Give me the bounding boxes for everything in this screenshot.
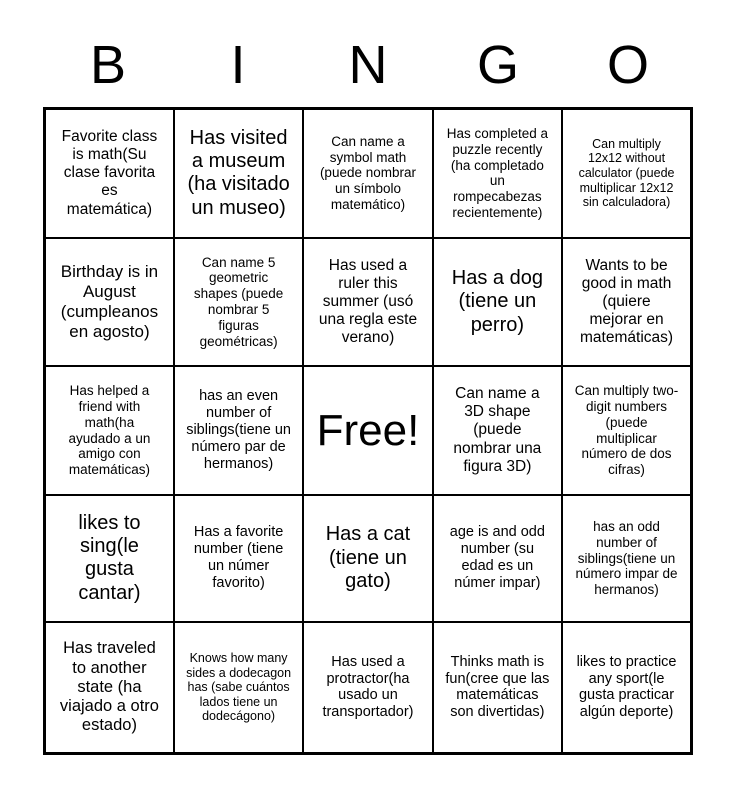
bingo-cell-r1c3[interactable]: Can name a symbol math (puede nombrar un símbolo matemático)	[303, 109, 432, 238]
bingo-letter-n: N	[348, 35, 388, 95]
bingo-cell-r1c4[interactable]: Has completed a puzzle recently (ha completado un rompecabezas recientemente)	[433, 109, 562, 238]
bingo-cell-r2c3[interactable]: Has used a ruler this summer (usó una regla este verano)	[303, 238, 432, 367]
bingo-cell-r4c5[interactable]: has an odd number of siblings(tiene un número impar de hermanos)	[562, 495, 691, 622]
bingo-cell-r5c4[interactable]: Thinks math is fun(cree que las matemáticas son divertidas)	[433, 622, 562, 754]
grid-row-3	[45, 366, 692, 495]
bingo-letter-i: I	[230, 35, 246, 95]
bingo-cell-r2c2[interactable]: Can name 5 geometric shapes (puede nombrar 5 figuras geométricas)	[174, 238, 303, 367]
bingo-title	[43, 35, 693, 95]
bingo-letter-b: B	[89, 35, 127, 95]
grid-row-2	[45, 238, 692, 367]
bingo-grid	[43, 107, 693, 755]
bingo-cell-r1c2[interactable]: Has visited a museum (ha visitado un museo)	[174, 109, 303, 238]
bingo-cell-r5c2[interactable]: Knows how many sides a dodecagon has (sabe cuántos lados tiene un dodecágono)	[174, 622, 303, 754]
bingo-cell-r4c3[interactable]: Has a cat (tiene un gato)	[303, 495, 432, 622]
bingo-cell-r1c5[interactable]: Can multiply 12x12 without calculator (puede multiplicar 12x12 sin calculadora)	[562, 109, 691, 238]
bingo-cell-r4c1[interactable]: likes to sing(le gusta cantar)	[45, 495, 174, 622]
grid-row-4	[45, 495, 692, 622]
bingo-cell-r2c4[interactable]: Has a dog (tiene un perro)	[433, 238, 562, 367]
grid-row-1	[45, 109, 692, 238]
bingo-cell-r5c3[interactable]: Has used a protractor(ha usado un transportador)	[303, 622, 432, 754]
bingo-cell-r1c1[interactable]: Favorite class is math(Su clase favorita es matemática)	[45, 109, 174, 238]
bingo-cell-r3c4[interactable]: Can name a 3D shape (puede nombrar una figura 3D)	[433, 366, 562, 495]
bingo-cell-r4c2[interactable]: Has a favorite number (tiene un númer favorito)	[174, 495, 303, 622]
bingo-cell-free[interactable]: Free!	[303, 366, 432, 495]
bingo-cell-r3c5[interactable]: Can multiply two-digit numbers (puede multiplicar número de dos cifras)	[562, 366, 691, 495]
bingo-cell-r2c5[interactable]: Wants to be good in math (quiere mejorar en matemáticas)	[562, 238, 691, 367]
bingo-cell-r4c4[interactable]: age is and odd number (su edad es un númer impar)	[433, 495, 562, 622]
bingo-cell-r5c1[interactable]: Has traveled to another state (ha viajado a otro estado)	[45, 622, 174, 754]
bingo-cell-r5c5[interactable]: likes to practice any sport(le gusta practicar algún deporte)	[562, 622, 691, 754]
grid-row-5	[45, 622, 692, 754]
bingo-cell-r2c1[interactable]: Birthday is in August (cumpleanos en agosto)	[45, 238, 174, 367]
bingo-letter-o: O	[606, 35, 649, 95]
bingo-cell-r3c1[interactable]: Has helped a friend with math(ha ayudado a un amigo con matemáticas)	[45, 366, 174, 495]
bingo-cell-r3c2[interactable]: has an even number of siblings(tiene un número par de hermanos)	[174, 366, 303, 495]
bingo-letter-g: G	[476, 35, 519, 95]
